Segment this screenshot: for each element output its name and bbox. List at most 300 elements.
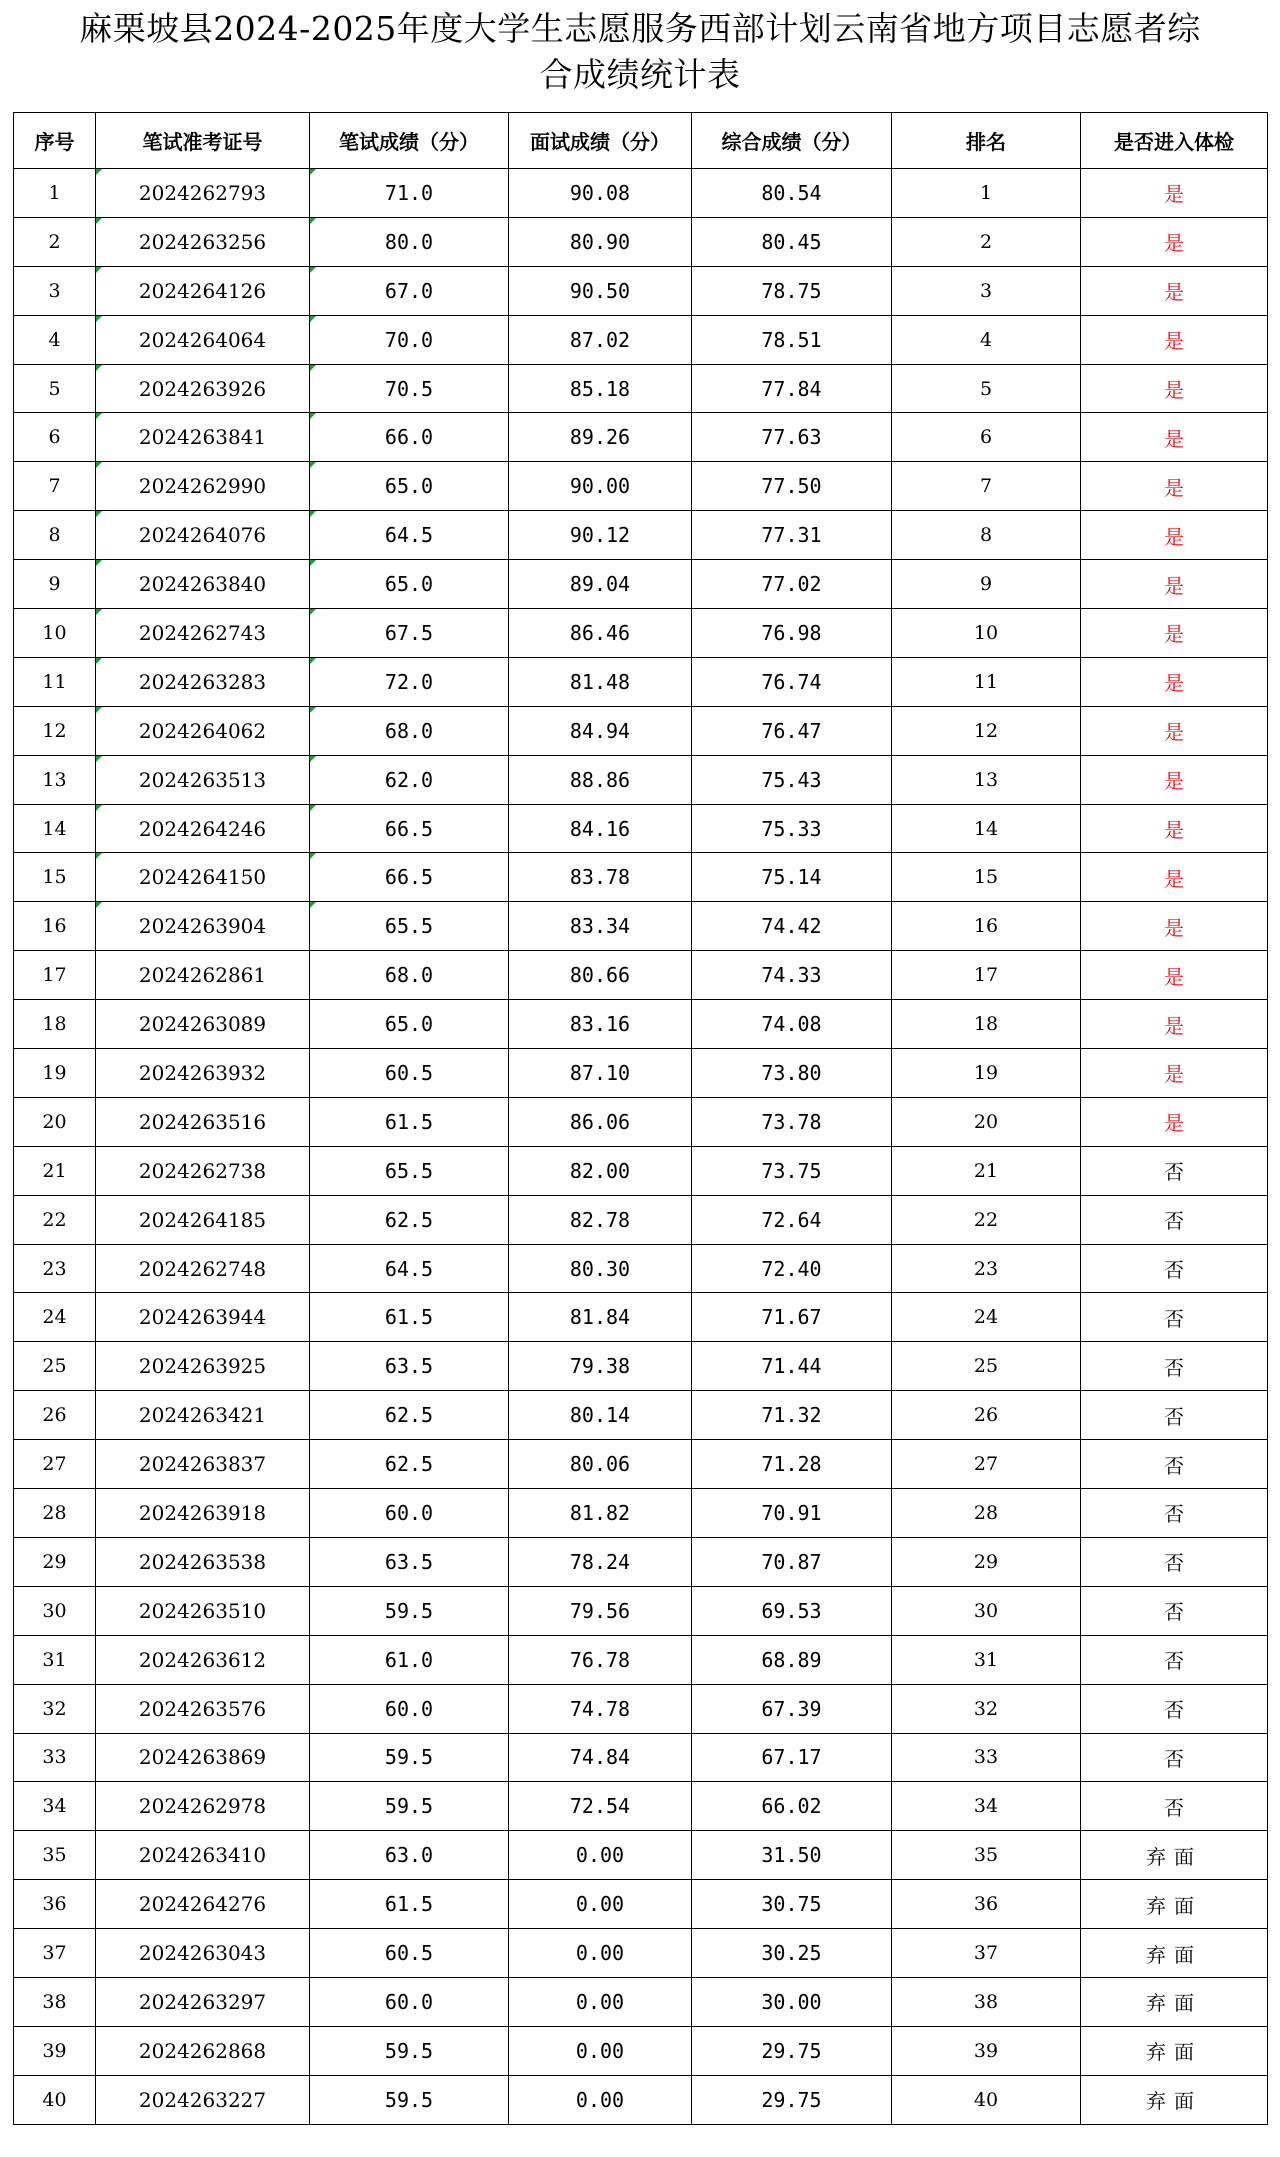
rank-cell: 8 bbox=[892, 511, 1081, 560]
interview-score-cell: 82.00 bbox=[509, 1146, 692, 1195]
seq-cell: 2 bbox=[14, 217, 96, 266]
ticket-cell: 2024264276 bbox=[96, 1880, 310, 1929]
interview-score-cell: 88.86 bbox=[509, 755, 692, 804]
total-score-cell: 72.40 bbox=[692, 1244, 892, 1293]
table-row bbox=[14, 266, 1268, 315]
status-cell: 否 bbox=[1081, 1733, 1268, 1782]
interview-score-cell: 84.16 bbox=[509, 804, 692, 853]
written-score-cell: 63.5 bbox=[310, 1537, 509, 1586]
ticket-cell: 2024263869 bbox=[96, 1733, 310, 1782]
total-score-cell: 71.44 bbox=[692, 1342, 892, 1391]
table-row bbox=[14, 1831, 1268, 1880]
rank-cell: 7 bbox=[892, 462, 1081, 511]
seq-cell: 31 bbox=[14, 1635, 96, 1684]
total-score-cell: 75.33 bbox=[692, 804, 892, 853]
table-row bbox=[14, 1440, 1268, 1489]
interview-score-cell: 83.16 bbox=[509, 1000, 692, 1049]
written-score-cell: 60.0 bbox=[310, 1977, 509, 2026]
ticket-cell: 2024264076 bbox=[96, 511, 310, 560]
rank-cell: 34 bbox=[892, 1782, 1081, 1831]
total-score-cell: 76.98 bbox=[692, 609, 892, 658]
table-row bbox=[14, 1293, 1268, 1342]
seq-cell: 25 bbox=[14, 1342, 96, 1391]
ticket-cell: 2024263227 bbox=[96, 2075, 310, 2124]
status-cell: 否 bbox=[1081, 1391, 1268, 1440]
status-cell: 弃面 bbox=[1081, 1929, 1268, 1978]
ticket-cell: 2024262990 bbox=[96, 462, 310, 511]
total-score-cell: 30.25 bbox=[692, 1929, 892, 1978]
ticket-cell: 2024263283 bbox=[96, 657, 310, 706]
table-row bbox=[14, 1097, 1268, 1146]
status-cell: 是 bbox=[1081, 657, 1268, 706]
status-cell: 是 bbox=[1081, 755, 1268, 804]
title-line-2: 合成绩统计表 bbox=[539, 55, 741, 94]
seq-cell: 22 bbox=[14, 1195, 96, 1244]
status-cell: 否 bbox=[1081, 1782, 1268, 1831]
interview-score-cell: 80.66 bbox=[509, 951, 692, 1000]
written-score-cell: 61.5 bbox=[310, 1097, 509, 1146]
seq-cell: 17 bbox=[14, 951, 96, 1000]
table-row bbox=[14, 2026, 1268, 2075]
status-cell: 是 bbox=[1081, 462, 1268, 511]
header-row bbox=[14, 113, 1268, 169]
rank-cell: 26 bbox=[892, 1391, 1081, 1440]
rank-cell: 6 bbox=[892, 413, 1081, 462]
status-cell: 弃面 bbox=[1081, 1831, 1268, 1880]
ticket-cell: 2024263513 bbox=[96, 755, 310, 804]
total-score-cell: 71.67 bbox=[692, 1293, 892, 1342]
table-row bbox=[14, 657, 1268, 706]
total-score-cell: 78.75 bbox=[692, 266, 892, 315]
written-score-cell: 61.5 bbox=[310, 1293, 509, 1342]
written-score-cell: 72.0 bbox=[310, 657, 509, 706]
ticket-cell: 2024263904 bbox=[96, 902, 310, 951]
written-score-cell: 70.5 bbox=[310, 364, 509, 413]
interview-score-cell: 83.34 bbox=[509, 902, 692, 951]
written-score-cell: 68.0 bbox=[310, 951, 509, 1000]
status-cell: 否 bbox=[1081, 1489, 1268, 1538]
interview-score-cell: 72.54 bbox=[509, 1782, 692, 1831]
seq-cell: 3 bbox=[14, 266, 96, 315]
rank-cell: 33 bbox=[892, 1733, 1081, 1782]
interview-score-cell: 80.14 bbox=[509, 1391, 692, 1440]
written-score-cell: 59.5 bbox=[310, 1733, 509, 1782]
seq-cell: 33 bbox=[14, 1733, 96, 1782]
written-score-cell: 71.0 bbox=[310, 169, 509, 218]
seq-cell: 38 bbox=[14, 1977, 96, 2026]
status-cell: 否 bbox=[1081, 1195, 1268, 1244]
table-row bbox=[14, 1684, 1268, 1733]
status-cell: 是 bbox=[1081, 266, 1268, 315]
written-score-cell: 67.0 bbox=[310, 266, 509, 315]
rank-cell: 30 bbox=[892, 1586, 1081, 1635]
total-score-cell: 30.75 bbox=[692, 1880, 892, 1929]
rank-cell: 9 bbox=[892, 560, 1081, 609]
header-status: 是否进入体检 bbox=[1081, 113, 1268, 169]
title-line-1: 麻栗坡县2024-2025年度大学生志愿服务西部计划云南省地方项目志愿者综 bbox=[79, 9, 1201, 48]
written-score-cell: 80.0 bbox=[310, 217, 509, 266]
interview-score-cell: 83.78 bbox=[509, 853, 692, 902]
interview-score-cell: 90.08 bbox=[509, 169, 692, 218]
seq-cell: 18 bbox=[14, 1000, 96, 1049]
ticket-cell: 2024263944 bbox=[96, 1293, 310, 1342]
interview-score-cell: 0.00 bbox=[509, 2075, 692, 2124]
table-row bbox=[14, 2075, 1268, 2124]
rank-cell: 25 bbox=[892, 1342, 1081, 1391]
header-rank: 排名 bbox=[892, 113, 1081, 169]
ticket-cell: 2024263421 bbox=[96, 1391, 310, 1440]
seq-cell: 9 bbox=[14, 560, 96, 609]
status-cell: 是 bbox=[1081, 315, 1268, 364]
ticket-cell: 2024264246 bbox=[96, 804, 310, 853]
interview-score-cell: 74.78 bbox=[509, 1684, 692, 1733]
rank-cell: 28 bbox=[892, 1489, 1081, 1538]
total-score-cell: 71.32 bbox=[692, 1391, 892, 1440]
ticket-cell: 2024263297 bbox=[96, 1977, 310, 2026]
table-row bbox=[14, 560, 1268, 609]
written-score-cell: 59.5 bbox=[310, 1782, 509, 1831]
rank-cell: 23 bbox=[892, 1244, 1081, 1293]
total-score-cell: 67.17 bbox=[692, 1733, 892, 1782]
seq-cell: 37 bbox=[14, 1929, 96, 1978]
rank-cell: 35 bbox=[892, 1831, 1081, 1880]
seq-cell: 27 bbox=[14, 1440, 96, 1489]
total-score-cell: 77.84 bbox=[692, 364, 892, 413]
status-cell: 否 bbox=[1081, 1635, 1268, 1684]
status-cell: 是 bbox=[1081, 1049, 1268, 1098]
rank-cell: 27 bbox=[892, 1440, 1081, 1489]
interview-score-cell: 90.00 bbox=[509, 462, 692, 511]
document-title bbox=[0, 6, 1280, 98]
written-score-cell: 61.5 bbox=[310, 1880, 509, 1929]
table-row bbox=[14, 1733, 1268, 1782]
written-score-cell: 59.5 bbox=[310, 2026, 509, 2075]
total-score-cell: 71.28 bbox=[692, 1440, 892, 1489]
interview-score-cell: 74.84 bbox=[509, 1733, 692, 1782]
interview-score-cell: 78.24 bbox=[509, 1537, 692, 1586]
seq-cell: 14 bbox=[14, 804, 96, 853]
rank-cell: 37 bbox=[892, 1929, 1081, 1978]
table-row bbox=[14, 1489, 1268, 1538]
rank-cell: 22 bbox=[892, 1195, 1081, 1244]
interview-score-cell: 80.06 bbox=[509, 1440, 692, 1489]
seq-cell: 12 bbox=[14, 706, 96, 755]
ticket-cell: 2024262978 bbox=[96, 1782, 310, 1831]
ticket-cell: 2024262748 bbox=[96, 1244, 310, 1293]
rank-cell: 36 bbox=[892, 1880, 1081, 1929]
table-row bbox=[14, 1049, 1268, 1098]
seq-cell: 24 bbox=[14, 1293, 96, 1342]
rank-cell: 39 bbox=[892, 2026, 1081, 2075]
table-row bbox=[14, 1244, 1268, 1293]
total-score-cell: 77.63 bbox=[692, 413, 892, 462]
rank-cell: 19 bbox=[892, 1049, 1081, 1098]
total-score-cell: 31.50 bbox=[692, 1831, 892, 1880]
rank-cell: 31 bbox=[892, 1635, 1081, 1684]
header-seq: 序号 bbox=[14, 113, 96, 169]
ticket-cell: 2024263256 bbox=[96, 217, 310, 266]
status-cell: 是 bbox=[1081, 609, 1268, 658]
interview-score-cell: 90.50 bbox=[509, 266, 692, 315]
rank-cell: 12 bbox=[892, 706, 1081, 755]
status-cell: 是 bbox=[1081, 413, 1268, 462]
total-score-cell: 77.02 bbox=[692, 560, 892, 609]
header-written-score: 笔试成绩（分） bbox=[310, 113, 509, 169]
table-row bbox=[14, 1000, 1268, 1049]
written-score-cell: 65.5 bbox=[310, 902, 509, 951]
table-row bbox=[14, 511, 1268, 560]
interview-score-cell: 80.90 bbox=[509, 217, 692, 266]
interview-score-cell: 89.04 bbox=[509, 560, 692, 609]
status-cell: 否 bbox=[1081, 1293, 1268, 1342]
ticket-cell: 2024262793 bbox=[96, 169, 310, 218]
rank-cell: 11 bbox=[892, 657, 1081, 706]
interview-score-cell: 0.00 bbox=[509, 1831, 692, 1880]
ticket-cell: 2024264185 bbox=[96, 1195, 310, 1244]
ticket-cell: 2024264062 bbox=[96, 706, 310, 755]
total-score-cell: 73.80 bbox=[692, 1049, 892, 1098]
table-row bbox=[14, 364, 1268, 413]
written-score-cell: 66.5 bbox=[310, 804, 509, 853]
seq-cell: 16 bbox=[14, 902, 96, 951]
seq-cell: 15 bbox=[14, 853, 96, 902]
seq-cell: 34 bbox=[14, 1782, 96, 1831]
header-ticket: 笔试准考证号 bbox=[96, 113, 310, 169]
seq-cell: 11 bbox=[14, 657, 96, 706]
interview-score-cell: 0.00 bbox=[509, 1880, 692, 1929]
written-score-cell: 67.5 bbox=[310, 609, 509, 658]
table-row bbox=[14, 413, 1268, 462]
rank-cell: 38 bbox=[892, 1977, 1081, 2026]
seq-cell: 28 bbox=[14, 1489, 96, 1538]
interview-score-cell: 90.12 bbox=[509, 511, 692, 560]
table-row bbox=[14, 804, 1268, 853]
rank-cell: 1 bbox=[892, 169, 1081, 218]
total-score-cell: 69.53 bbox=[692, 1586, 892, 1635]
total-score-cell: 29.75 bbox=[692, 2075, 892, 2124]
total-score-cell: 73.75 bbox=[692, 1146, 892, 1195]
seq-cell: 8 bbox=[14, 511, 96, 560]
total-score-cell: 29.75 bbox=[692, 2026, 892, 2075]
ticket-cell: 2024263840 bbox=[96, 560, 310, 609]
table-row bbox=[14, 1195, 1268, 1244]
rank-cell: 2 bbox=[892, 217, 1081, 266]
rank-cell: 13 bbox=[892, 755, 1081, 804]
ticket-cell: 2024262861 bbox=[96, 951, 310, 1000]
rank-cell: 40 bbox=[892, 2075, 1081, 2124]
table-row bbox=[14, 902, 1268, 951]
interview-score-cell: 81.82 bbox=[509, 1489, 692, 1538]
total-score-cell: 78.51 bbox=[692, 315, 892, 364]
total-score-cell: 66.02 bbox=[692, 1782, 892, 1831]
interview-score-cell: 80.30 bbox=[509, 1244, 692, 1293]
table-row bbox=[14, 1977, 1268, 2026]
status-cell: 是 bbox=[1081, 217, 1268, 266]
table-row bbox=[14, 1929, 1268, 1978]
seq-cell: 5 bbox=[14, 364, 96, 413]
written-score-cell: 65.0 bbox=[310, 462, 509, 511]
total-score-cell: 74.08 bbox=[692, 1000, 892, 1049]
written-score-cell: 68.0 bbox=[310, 706, 509, 755]
written-score-cell: 63.0 bbox=[310, 1831, 509, 1880]
table-row bbox=[14, 609, 1268, 658]
interview-score-cell: 89.26 bbox=[509, 413, 692, 462]
ticket-cell: 2024264064 bbox=[96, 315, 310, 364]
rank-cell: 14 bbox=[892, 804, 1081, 853]
status-cell: 否 bbox=[1081, 1146, 1268, 1195]
interview-score-cell: 79.38 bbox=[509, 1342, 692, 1391]
status-cell: 否 bbox=[1081, 1537, 1268, 1586]
seq-cell: 1 bbox=[14, 169, 96, 218]
rank-cell: 21 bbox=[892, 1146, 1081, 1195]
total-score-cell: 74.33 bbox=[692, 951, 892, 1000]
ticket-cell: 2024264126 bbox=[96, 266, 310, 315]
ticket-cell: 2024263918 bbox=[96, 1489, 310, 1538]
ticket-cell: 2024263841 bbox=[96, 413, 310, 462]
written-score-cell: 70.0 bbox=[310, 315, 509, 364]
status-cell: 是 bbox=[1081, 706, 1268, 755]
total-score-cell: 30.00 bbox=[692, 1977, 892, 2026]
rank-cell: 3 bbox=[892, 266, 1081, 315]
total-score-cell: 70.91 bbox=[692, 1489, 892, 1538]
status-cell: 是 bbox=[1081, 1000, 1268, 1049]
ticket-cell: 2024263510 bbox=[96, 1586, 310, 1635]
rank-cell: 16 bbox=[892, 902, 1081, 951]
table-row bbox=[14, 1782, 1268, 1831]
status-cell: 弃面 bbox=[1081, 1977, 1268, 2026]
status-cell: 是 bbox=[1081, 804, 1268, 853]
table-row bbox=[14, 1537, 1268, 1586]
interview-score-cell: 84.94 bbox=[509, 706, 692, 755]
status-cell: 是 bbox=[1081, 853, 1268, 902]
total-score-cell: 75.43 bbox=[692, 755, 892, 804]
ticket-cell: 2024263410 bbox=[96, 1831, 310, 1880]
written-score-cell: 60.0 bbox=[310, 1684, 509, 1733]
ticket-cell: 2024264150 bbox=[96, 853, 310, 902]
rank-cell: 20 bbox=[892, 1097, 1081, 1146]
total-score-cell: 80.54 bbox=[692, 169, 892, 218]
table-row bbox=[14, 1586, 1268, 1635]
table-row bbox=[14, 706, 1268, 755]
seq-cell: 30 bbox=[14, 1586, 96, 1635]
total-score-cell: 74.42 bbox=[692, 902, 892, 951]
status-cell: 否 bbox=[1081, 1342, 1268, 1391]
total-score-cell: 72.64 bbox=[692, 1195, 892, 1244]
written-score-cell: 64.5 bbox=[310, 1244, 509, 1293]
status-cell: 否 bbox=[1081, 1440, 1268, 1489]
table-body bbox=[14, 169, 1268, 2125]
rank-cell: 18 bbox=[892, 1000, 1081, 1049]
seq-cell: 39 bbox=[14, 2026, 96, 2075]
total-score-cell: 76.47 bbox=[692, 706, 892, 755]
seq-cell: 29 bbox=[14, 1537, 96, 1586]
ticket-cell: 2024263043 bbox=[96, 1929, 310, 1978]
rank-cell: 10 bbox=[892, 609, 1081, 658]
seq-cell: 36 bbox=[14, 1880, 96, 1929]
written-score-cell: 60.0 bbox=[310, 1489, 509, 1538]
status-cell: 是 bbox=[1081, 902, 1268, 951]
written-score-cell: 62.0 bbox=[310, 755, 509, 804]
seq-cell: 32 bbox=[14, 1684, 96, 1733]
seq-cell: 23 bbox=[14, 1244, 96, 1293]
written-score-cell: 60.5 bbox=[310, 1929, 509, 1978]
interview-score-cell: 0.00 bbox=[509, 2026, 692, 2075]
ticket-cell: 2024262868 bbox=[96, 2026, 310, 2075]
written-score-cell: 65.0 bbox=[310, 560, 509, 609]
interview-score-cell: 76.78 bbox=[509, 1635, 692, 1684]
status-cell: 否 bbox=[1081, 1586, 1268, 1635]
status-cell: 是 bbox=[1081, 169, 1268, 218]
total-score-cell: 77.50 bbox=[692, 462, 892, 511]
table-row bbox=[14, 1146, 1268, 1195]
interview-score-cell: 87.10 bbox=[509, 1049, 692, 1098]
ticket-cell: 2024263926 bbox=[96, 364, 310, 413]
total-score-cell: 80.45 bbox=[692, 217, 892, 266]
rank-cell: 4 bbox=[892, 315, 1081, 364]
interview-score-cell: 0.00 bbox=[509, 1929, 692, 1978]
status-cell: 是 bbox=[1081, 1097, 1268, 1146]
seq-cell: 10 bbox=[14, 609, 96, 658]
ticket-cell: 2024263925 bbox=[96, 1342, 310, 1391]
interview-score-cell: 85.18 bbox=[509, 364, 692, 413]
ticket-cell: 2024262738 bbox=[96, 1146, 310, 1195]
rank-cell: 17 bbox=[892, 951, 1081, 1000]
written-score-cell: 59.5 bbox=[310, 2075, 509, 2124]
seq-cell: 35 bbox=[14, 1831, 96, 1880]
total-score-cell: 76.74 bbox=[692, 657, 892, 706]
written-score-cell: 64.5 bbox=[310, 511, 509, 560]
seq-cell: 20 bbox=[14, 1097, 96, 1146]
seq-cell: 4 bbox=[14, 315, 96, 364]
written-score-cell: 59.5 bbox=[310, 1586, 509, 1635]
seq-cell: 7 bbox=[14, 462, 96, 511]
ticket-cell: 2024263576 bbox=[96, 1684, 310, 1733]
rank-cell: 29 bbox=[892, 1537, 1081, 1586]
status-cell: 弃面 bbox=[1081, 1880, 1268, 1929]
rank-cell: 5 bbox=[892, 364, 1081, 413]
status-cell: 弃面 bbox=[1081, 2026, 1268, 2075]
written-score-cell: 66.0 bbox=[310, 413, 509, 462]
table-row bbox=[14, 1391, 1268, 1440]
status-cell: 否 bbox=[1081, 1244, 1268, 1293]
seq-cell: 40 bbox=[14, 2075, 96, 2124]
status-cell: 是 bbox=[1081, 951, 1268, 1000]
written-score-cell: 62.5 bbox=[310, 1195, 509, 1244]
interview-score-cell: 86.46 bbox=[509, 609, 692, 658]
ticket-cell: 2024263538 bbox=[96, 1537, 310, 1586]
interview-score-cell: 81.84 bbox=[509, 1293, 692, 1342]
seq-cell: 13 bbox=[14, 755, 96, 804]
written-score-cell: 65.0 bbox=[310, 1000, 509, 1049]
seq-cell: 26 bbox=[14, 1391, 96, 1440]
interview-score-cell: 81.48 bbox=[509, 657, 692, 706]
written-score-cell: 61.0 bbox=[310, 1635, 509, 1684]
written-score-cell: 63.5 bbox=[310, 1342, 509, 1391]
rank-cell: 24 bbox=[892, 1293, 1081, 1342]
rank-cell: 15 bbox=[892, 853, 1081, 902]
total-score-cell: 73.78 bbox=[692, 1097, 892, 1146]
written-score-cell: 66.5 bbox=[310, 853, 509, 902]
total-score-cell: 67.39 bbox=[692, 1684, 892, 1733]
written-score-cell: 62.5 bbox=[310, 1440, 509, 1489]
total-score-cell: 75.14 bbox=[692, 853, 892, 902]
header-total-score: 综合成绩（分） bbox=[692, 113, 892, 169]
ticket-cell: 2024263089 bbox=[96, 1000, 310, 1049]
status-cell: 否 bbox=[1081, 1684, 1268, 1733]
interview-score-cell: 82.78 bbox=[509, 1195, 692, 1244]
status-cell: 弃面 bbox=[1081, 2075, 1268, 2124]
table-row bbox=[14, 1635, 1268, 1684]
